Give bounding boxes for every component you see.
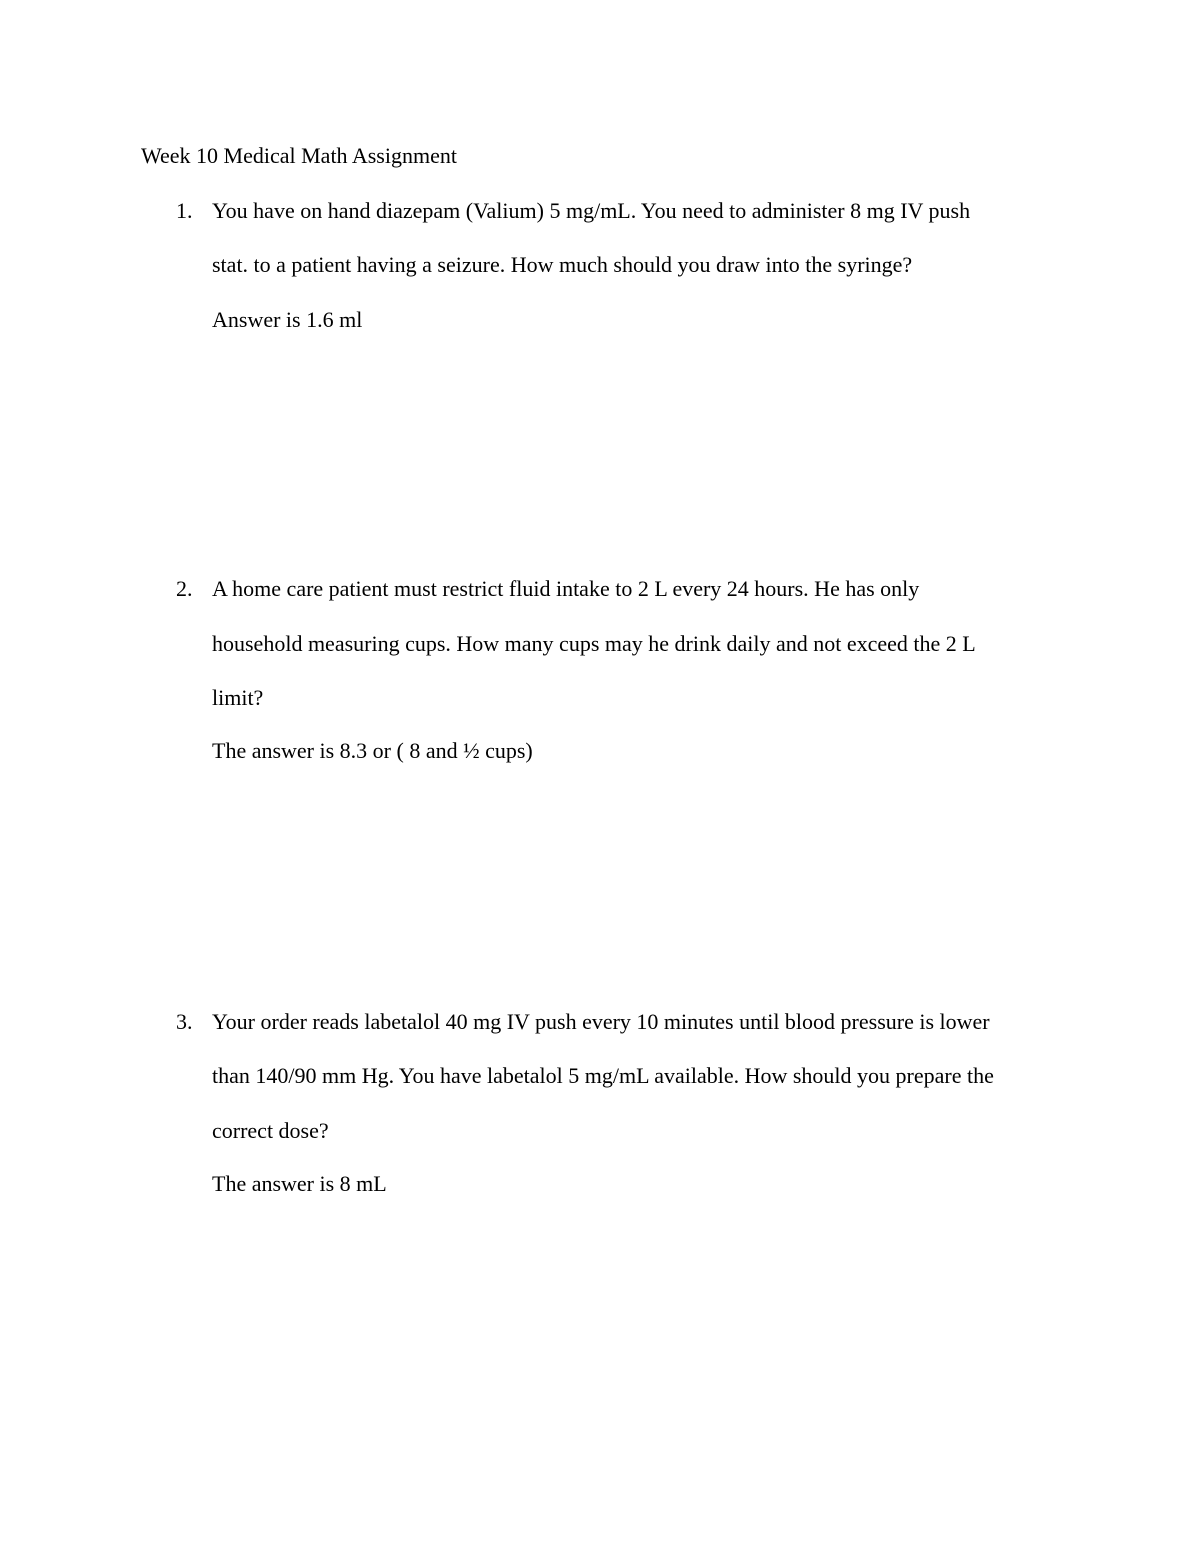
- question-text-line: limit?: [212, 685, 264, 710]
- question-number: 3.: [176, 1009, 193, 1034]
- question-number: 2.: [176, 576, 193, 601]
- question-text-line: You have on hand diazepam (Valium) 5 mg/mL. You need to administer 8 mg IV push: [212, 198, 971, 223]
- question-text-line: A home care patient must restrict fluid intake to 2 L every 24 hours. He has only: [212, 576, 920, 601]
- question-text-line: than 140/90 mm Hg. You have labetalol 5 mg/mL available. How should you prepare the: [212, 1063, 994, 1088]
- question-text-line: correct dose?: [212, 1118, 329, 1143]
- question-text-line: stat. to a patient having a seizure. How much should you draw into the syringe?: [212, 252, 913, 277]
- document-title: Week 10 Medical Math Assignment: [141, 143, 457, 168]
- answer-text: Answer is 1.6 ml: [212, 307, 363, 332]
- question-text-line: household measuring cups. How many cups may he drink daily and not exceed the 2 L: [212, 631, 976, 656]
- question-text-line: Your order reads labetalol 40 mg IV push every 10 minutes until blood pressure is lower: [212, 1009, 990, 1034]
- answer-text: The answer is 8 mL: [212, 1171, 387, 1196]
- answer-text: The answer is 8.3 or ( 8 and ½ cups): [212, 738, 533, 763]
- question-number: 1.: [176, 198, 193, 223]
